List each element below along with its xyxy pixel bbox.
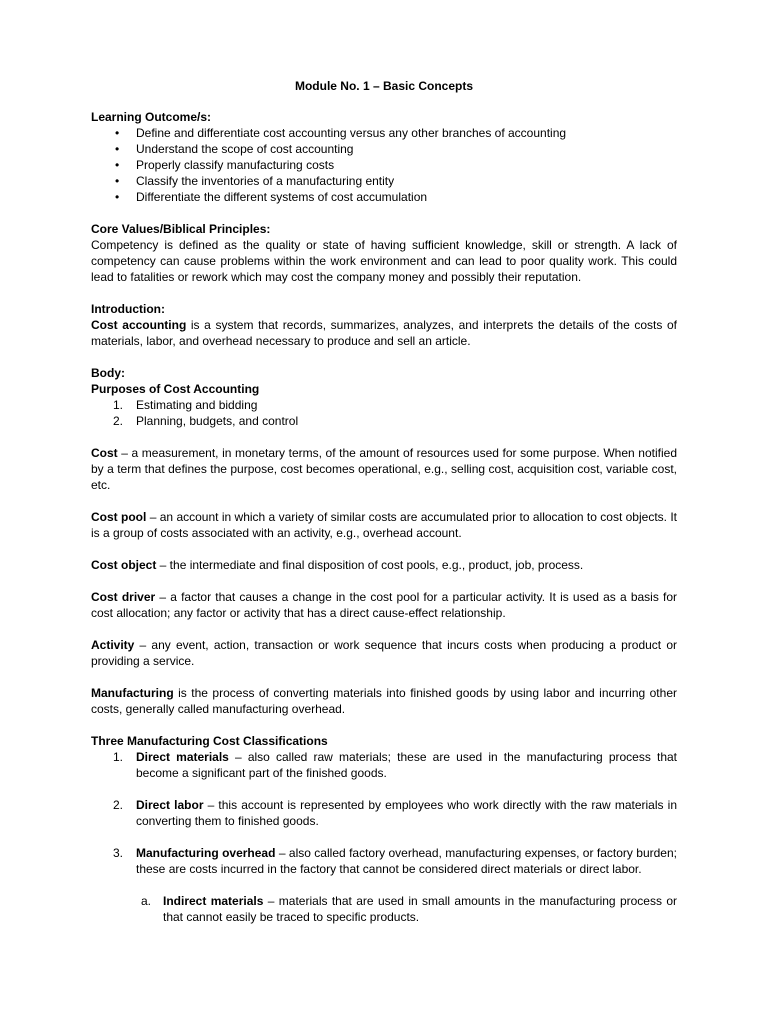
list-item: • Properly classify manufacturing costs <box>91 157 677 173</box>
overhead-sublist <box>91 893 677 925</box>
core-values-text: Competency is defined as the quality or state of having sufficient knowledge, skill or strength. A lack of competency can cause problems within the work environment and can lead to poor quality work. This could lead to fatalities or rework which may cost the company money and possibly their reputation. <box>91 238 677 284</box>
list-letter: a. <box>141 894 152 908</box>
list-item <box>91 797 677 829</box>
list-number: 2. <box>113 414 124 428</box>
term: Activity <box>91 638 135 652</box>
definition-text: – any event, action, transaction or work sequence that incurs costs when producing a product or providing a service. <box>91 638 677 668</box>
list-item: • Define and differentiate cost accounting versus any other branches of accounting <box>91 125 677 141</box>
term: Cost accounting <box>91 318 187 332</box>
list-number: 3. <box>113 846 124 860</box>
term: Cost object <box>91 558 157 572</box>
definition-text: – a factor that causes a change in the cost pool for a particular activity. It is used as a basis for cost allocation; any factor or activity that has a direct cause-effect relationship. <box>91 590 678 620</box>
list-number: 1. <box>113 398 124 412</box>
definition-text: – an account in which a variety of similar costs are accumulated prior to allocation to cost objects. It is a group of costs associated with an activity, e.g., overhead account. <box>91 510 678 540</box>
definition-activity <box>91 637 677 669</box>
definition-text: – also called factory overhead, manufacturing expenses, or factory burden; these are costs incurred in the factory that cannot be considered direct materials or direct labor. <box>136 846 677 876</box>
list-item <box>91 845 677 877</box>
list-item-text: Estimating and bidding <box>136 398 258 412</box>
list-item-text: Planning, budgets, and control <box>136 414 299 428</box>
introduction-heading: Introduction: <box>91 302 165 316</box>
page-title: Module No. 1 – Basic Concepts <box>294 79 474 93</box>
list-item <box>91 749 677 781</box>
list-item: • Understand the scope of cost accounting <box>91 141 677 157</box>
list-item: • Classify the inventories of a manufacturing entity <box>91 173 677 189</box>
definition-text: – materials that are used in small amounts in the manufacturing process or that cannot easily be traced to specific products. <box>163 894 677 924</box>
classifications-heading: Three Manufacturing Cost Classifications <box>91 734 328 748</box>
list-item <box>91 413 677 429</box>
core-values-heading: Core Values/Biblical Principles: <box>91 222 271 236</box>
purposes-list <box>91 397 677 429</box>
term: Direct materials <box>136 750 229 764</box>
definition-manufacturing <box>91 685 677 717</box>
definition-cost-driver <box>91 589 677 621</box>
definition-text: – the intermediate and final disposition of cost pools, e.g., product, job, process. <box>156 558 584 572</box>
list-item <box>91 397 677 413</box>
learning-outcomes-heading: Learning Outcome/s: <box>91 110 212 124</box>
list-number: 1. <box>113 750 124 764</box>
list-item <box>91 893 677 925</box>
definition-text: – a measurement, in monetary terms, of the amount of resources used for some purpose. When notified by a term that defines the purpose, cost becomes operational, e.g., selling cost, acquisition cost, variable cost, etc. <box>91 446 677 492</box>
definition-text: – also called raw materials; these are used in the manufacturing process that become a significant part of the finished goods. <box>136 750 678 780</box>
list-item: • Differentiate the different systems of cost accumulation <box>91 189 677 205</box>
learning-outcomes-list <box>91 125 677 205</box>
purposes-heading: Purposes of Cost Accounting <box>91 382 260 396</box>
term: Cost pool <box>91 510 147 524</box>
definition-text: is the process of converting materials into finished goods by using labor and incurring other costs, generally called manufacturing overhead. <box>91 686 677 716</box>
definition-cost <box>91 445 677 493</box>
definition-text: – this account is represented by employees who work directly with the raw materials in converting them to finished goods. <box>136 798 677 828</box>
classifications-list <box>91 749 677 877</box>
list-number: 2. <box>113 798 124 812</box>
introduction-text <box>91 317 677 349</box>
term: Indirect materials <box>163 894 264 908</box>
term: Manufacturing overhead <box>136 846 276 860</box>
definition-cost-object <box>91 557 677 573</box>
term: Cost <box>91 446 118 460</box>
definition-cost-pool <box>91 509 677 541</box>
body-heading: Body: <box>91 366 125 380</box>
term: Manufacturing <box>91 686 174 700</box>
definition-text: is a system that records, summarizes, analyzes, and interprets the details of the costs of materials, labor, and overhead necessary to produce and sell an article. <box>91 318 677 348</box>
term: Direct labor <box>136 798 204 812</box>
term: Cost driver <box>91 590 156 604</box>
